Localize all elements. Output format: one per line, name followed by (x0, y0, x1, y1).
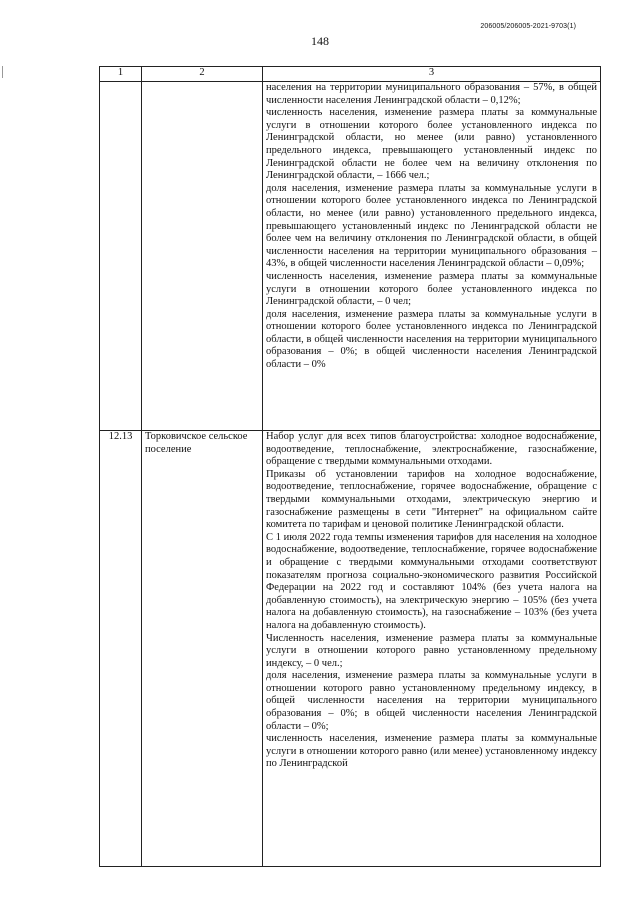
column-header-3: 3 (263, 67, 601, 82)
table-row (100, 82, 601, 431)
description-cell (263, 82, 601, 431)
column-header-2: 2 (142, 67, 263, 82)
paragraph: доля населения, изменение размера платы за коммунальные услуги в отношении которого более установленного индекса по Ленинградской области, в общей численности населения на территории муниципального образования – 0%; в общей численности населения Ленинградской области – 0% (266, 308, 597, 371)
row-number-cell (100, 82, 142, 431)
table-header-row (100, 67, 601, 82)
page-number: 148 (311, 34, 329, 48)
column-header-1: 1 (100, 67, 142, 82)
table-row (100, 431, 601, 867)
paragraph: Приказы об установлении тарифов на холодное водоснабжение, водоотведение, теплоснабжение, горячее водоснабжение, обращение с твердыми коммунальными отходами, электрическую энергию и газоснабжение размещены в сети "Интернет" на официальном сайте комитета по тарифам и ценовой политике Ленинградской области. (266, 468, 597, 531)
paragraph: доля населения, изменение размера платы за коммунальные услуги в отношении которого равно установленному предельному индексу, в общей численности населения на территории муниципального образования – 0%; в общей численности населения Ленинградской области – 0%; (266, 670, 597, 732)
paragraph: доля населения, изменение размера платы за коммунальные услуги в отношении которого более установленного индекса по Ленинградской области, но менее (или равно) установленного предельного индекса, превышающего установленный индекс по Ленинградской области не более чем на величину отклонения по Ленинградской области, в общей численности населения на территории муниципального образования – 43%, в общей численности населения Ленинградской области – 0,09%; (266, 182, 597, 270)
description-cell (263, 431, 601, 867)
paragraph: численность населения, изменение размера платы за коммунальные услуги в отношении которого равно (или менее) установленному индексу по Ленинградской (266, 733, 597, 770)
document-table (99, 66, 601, 867)
paragraph: Численность населения, изменение размера платы за коммунальные услуги в отношении которого равно установленному предельному индексу, – 0 чел.; (266, 632, 597, 669)
paragraph: численность населения, изменение размера платы за коммунальные услуги в отношении которого более установленного индекса по Ленинградской области, но менее (или равно) установленного предельного индекса, превышающего установленный индекс по Ленинградской области не более чем на величину отклонения по Ленинградской области, – 1666 чел.; (266, 107, 597, 182)
paragraph: населения на территории муниципального образования – 57%, в общей численности населения Ленинградской области – 0,12%; (266, 82, 597, 106)
margin-mark (2, 66, 9, 78)
document-code: 206005/206005-2021-9703(1) (480, 23, 576, 30)
paragraph: С 1 июля 2022 года темпы изменения тарифов для населения на холодное водоснабжение, водоотведение, теплоснабжение, горячее водоснабжение и обращение с твердыми коммунальными отходами соответствуют показателям прогноза социально-экономического развития Российской Федерации на 2022 год и составляют 104% (без учета налога на добавленную стоимость), на электрическую энергию – 105% (без учета налога на добавленную стоимость), на газоснабжение – 103% (без учета налога на добавленную стоимость). (266, 531, 597, 631)
row-number-cell: 12.13 (100, 431, 142, 867)
municipality-name-cell: Торковичское сельское поселение (142, 431, 263, 867)
paragraph: численность населения, изменение размера платы за коммунальные услуги в отношении которого более установленного индекса по Ленинградской области, – 0 чел; (266, 270, 597, 308)
paragraph: Набор услуг для всех типов благоустройства: холодное водоснабжение, водоотведение, теплоснабжение, электроснабжение, газоснабжение, обращение с твердыми коммунальными отходами. (266, 431, 597, 468)
municipality-name-cell (142, 82, 263, 431)
